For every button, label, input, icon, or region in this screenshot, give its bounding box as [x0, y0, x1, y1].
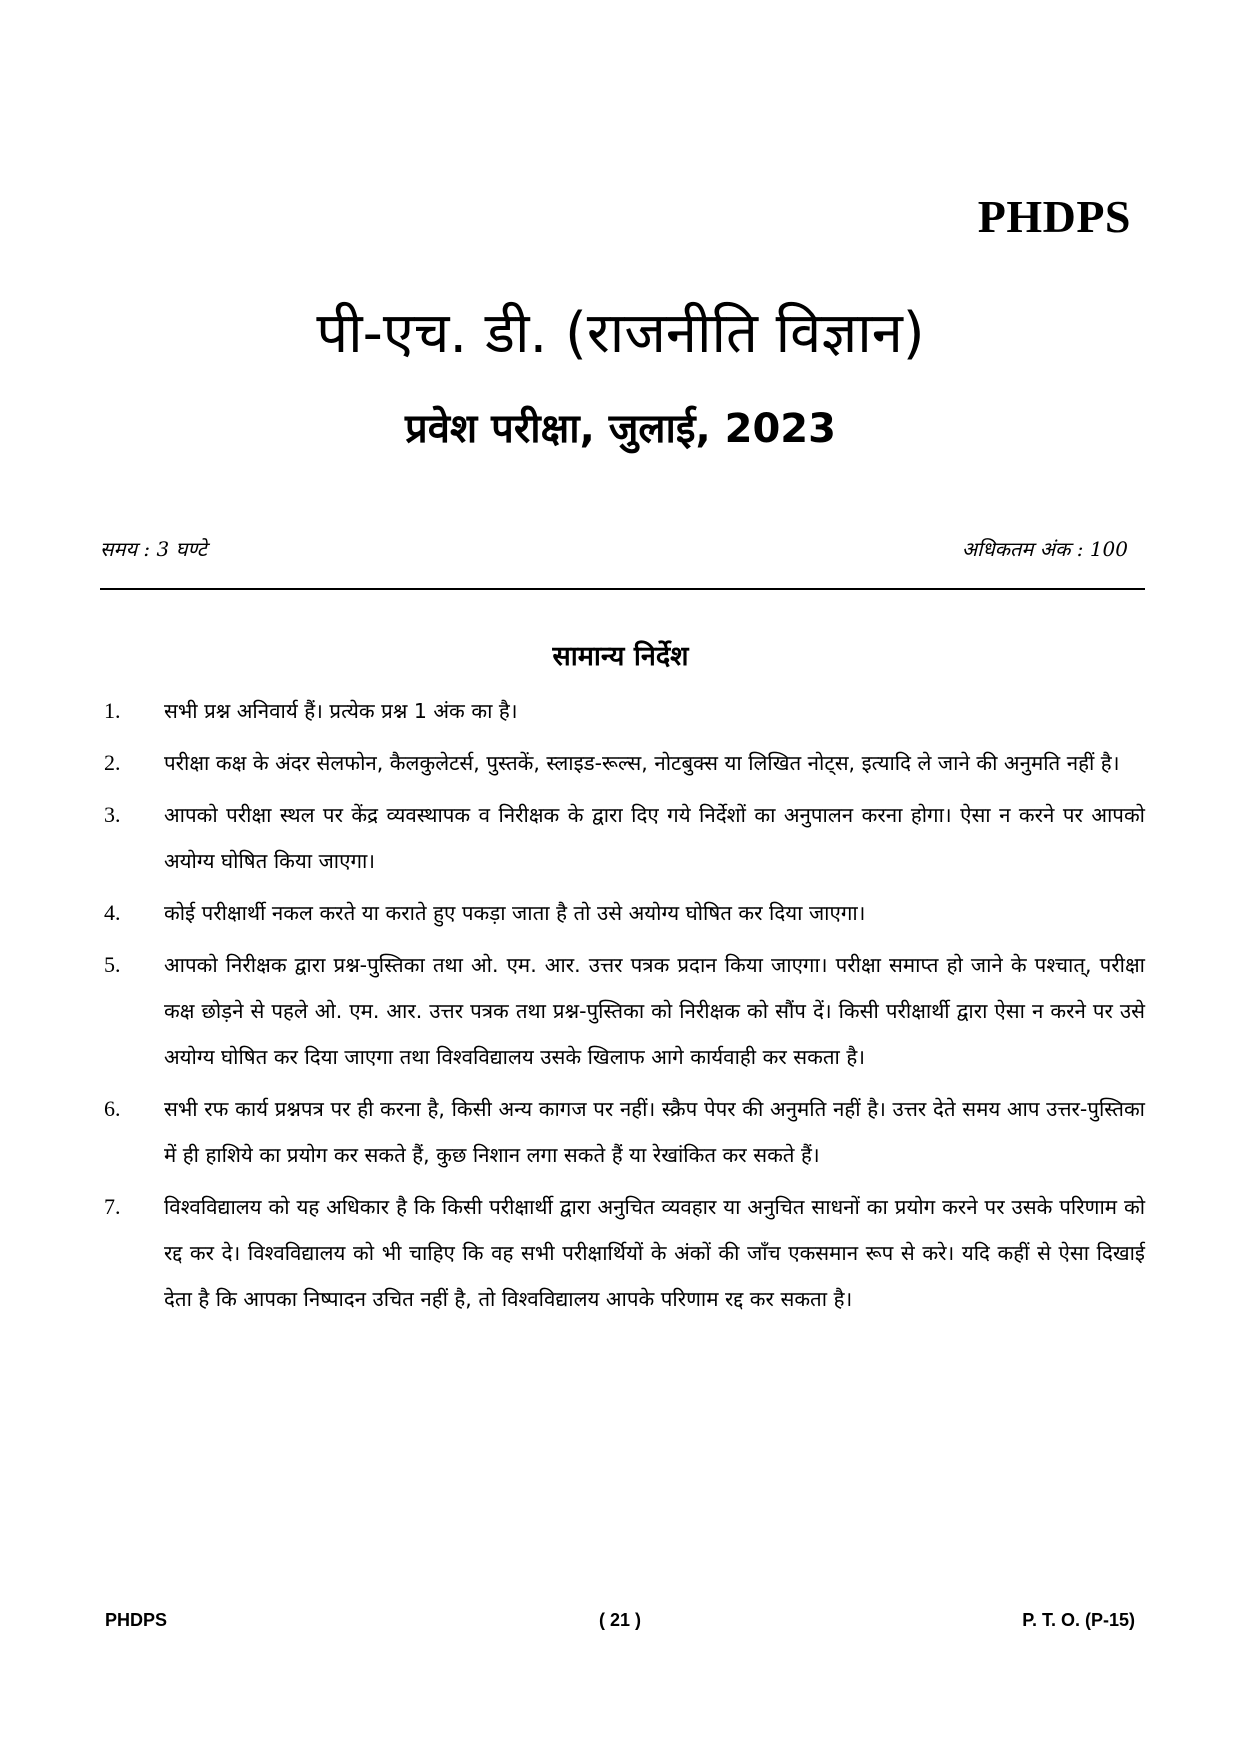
instruction-number: 7. [104, 1194, 121, 1219]
instruction-item [100, 890, 1145, 936]
instruction-text: कोई परीक्षार्थी नकल करते या कराते हुए पकड़ा जाता है तो उसे अयोग्य घोषित कर दिया जाएगा। [164, 901, 866, 925]
instruction-text: परीक्षा कक्ष के अंदर सेलफोन, कैलकुलेटर्स, पुस्तकें, स्लाइड-रूल्स, नोटबुक्स या लिखित नोट्स, इत्यादि ले जाने की अनुमति नहीं है। [164, 751, 1120, 775]
instruction-item [100, 688, 1145, 734]
instruction-number: 6. [104, 1096, 121, 1121]
instruction-item [100, 942, 1145, 1080]
instruction-number: 1. [104, 698, 121, 723]
time-allowed: समय : 3 घण्टे [100, 537, 207, 561]
maximum-marks: अधिकतम अंक : 100 [961, 537, 1128, 561]
instruction-item [100, 1086, 1145, 1178]
instructions-heading: सामान्य निर्देश [552, 641, 689, 672]
instruction-text: आपको परीक्षा स्थल पर केंद्र व्यवस्थापक व निरीक्षक के द्वारा दिए गये निर्देशों का अनुपालन करना होगा। ऐसा न करने पर आपको अयोग्य घोषित किया जाएगा। [164, 803, 1145, 873]
instructions-list [100, 688, 1145, 1328]
page-number: ( 21 ) [598, 1610, 641, 1630]
instruction-text: विश्वविद्यालय को यह अधिकार है कि किसी परीक्षार्थी द्वारा अनुचित व्यवहार या अनुचित साधनों का प्रयोग करने पर उसके परिणाम को रद्द कर दे। विश्वविद्यालय को भी चाहिए कि वह सभी परीक्षार्थियों के अंकों की जाँच एकसमान रूप से करे। यदि कहीं से ऐसा दिखाई देता है कि आपका निष्पादन उचित नहीं है, तो विश्वविद्यालय आपके परिणाम रद्द कर सकता है। [164, 1195, 1145, 1311]
please-turn-over: P. T. O. (P-15) [1022, 1610, 1135, 1630]
instruction-number: 2. [104, 750, 121, 775]
footer-paper-code: PHDPS [105, 1610, 168, 1630]
instruction-number: 4. [104, 900, 121, 925]
instruction-item [100, 740, 1145, 786]
header-divider [100, 588, 1145, 590]
instruction-item [100, 792, 1145, 884]
instruction-number: 3. [104, 802, 121, 827]
paper-code: PHDPS [977, 191, 1131, 242]
instruction-text: आपको निरीक्षक द्वारा प्रश्न-पुस्तिका तथा ओ. एम. आर. उत्तर पत्रक प्रदान किया जाएगा। परीक्षा समाप्त हो जाने के पश्चात्, परीक्षा कक्ष छोड़ने से पहले ओ. एम. आर. उत्तर पत्रक तथा प्रश्न-पुस्तिका को निरीक्षक को सौंप दें। किसी परीक्षार्थी द्वारा ऐसा न करने पर उसे अयोग्य घोषित कर दिया जाएगा तथा विश्वविद्यालय उसके खिलाफ आगे कार्यवाही कर सकता है। [164, 953, 1145, 1069]
exam-subtitle: प्रवेश परीक्षा, जुलाई, 2023 [405, 406, 836, 452]
instruction-number: 5. [104, 952, 121, 977]
instruction-text: सभी रफ कार्य प्रश्नपत्र पर ही करना है, किसी अन्य कागज पर नहीं। स्क्रैप पेपर की अनुमति नहीं है। उत्तर देते समय आप उत्तर-पुस्तिका में ही हाशिये का प्रयोग कर सकते हैं, कुछ निशान लगा सकते हैं या रेखांकित कर सकते हैं। [164, 1097, 1145, 1167]
instruction-item [100, 1184, 1145, 1322]
exam-title: पी-एच. डी. (राजनीति विज्ञान) [316, 301, 925, 366]
instruction-text: सभी प्रश्न अनिवार्य हैं। प्रत्येक प्रश्न 1 अंक का है। [164, 699, 518, 723]
